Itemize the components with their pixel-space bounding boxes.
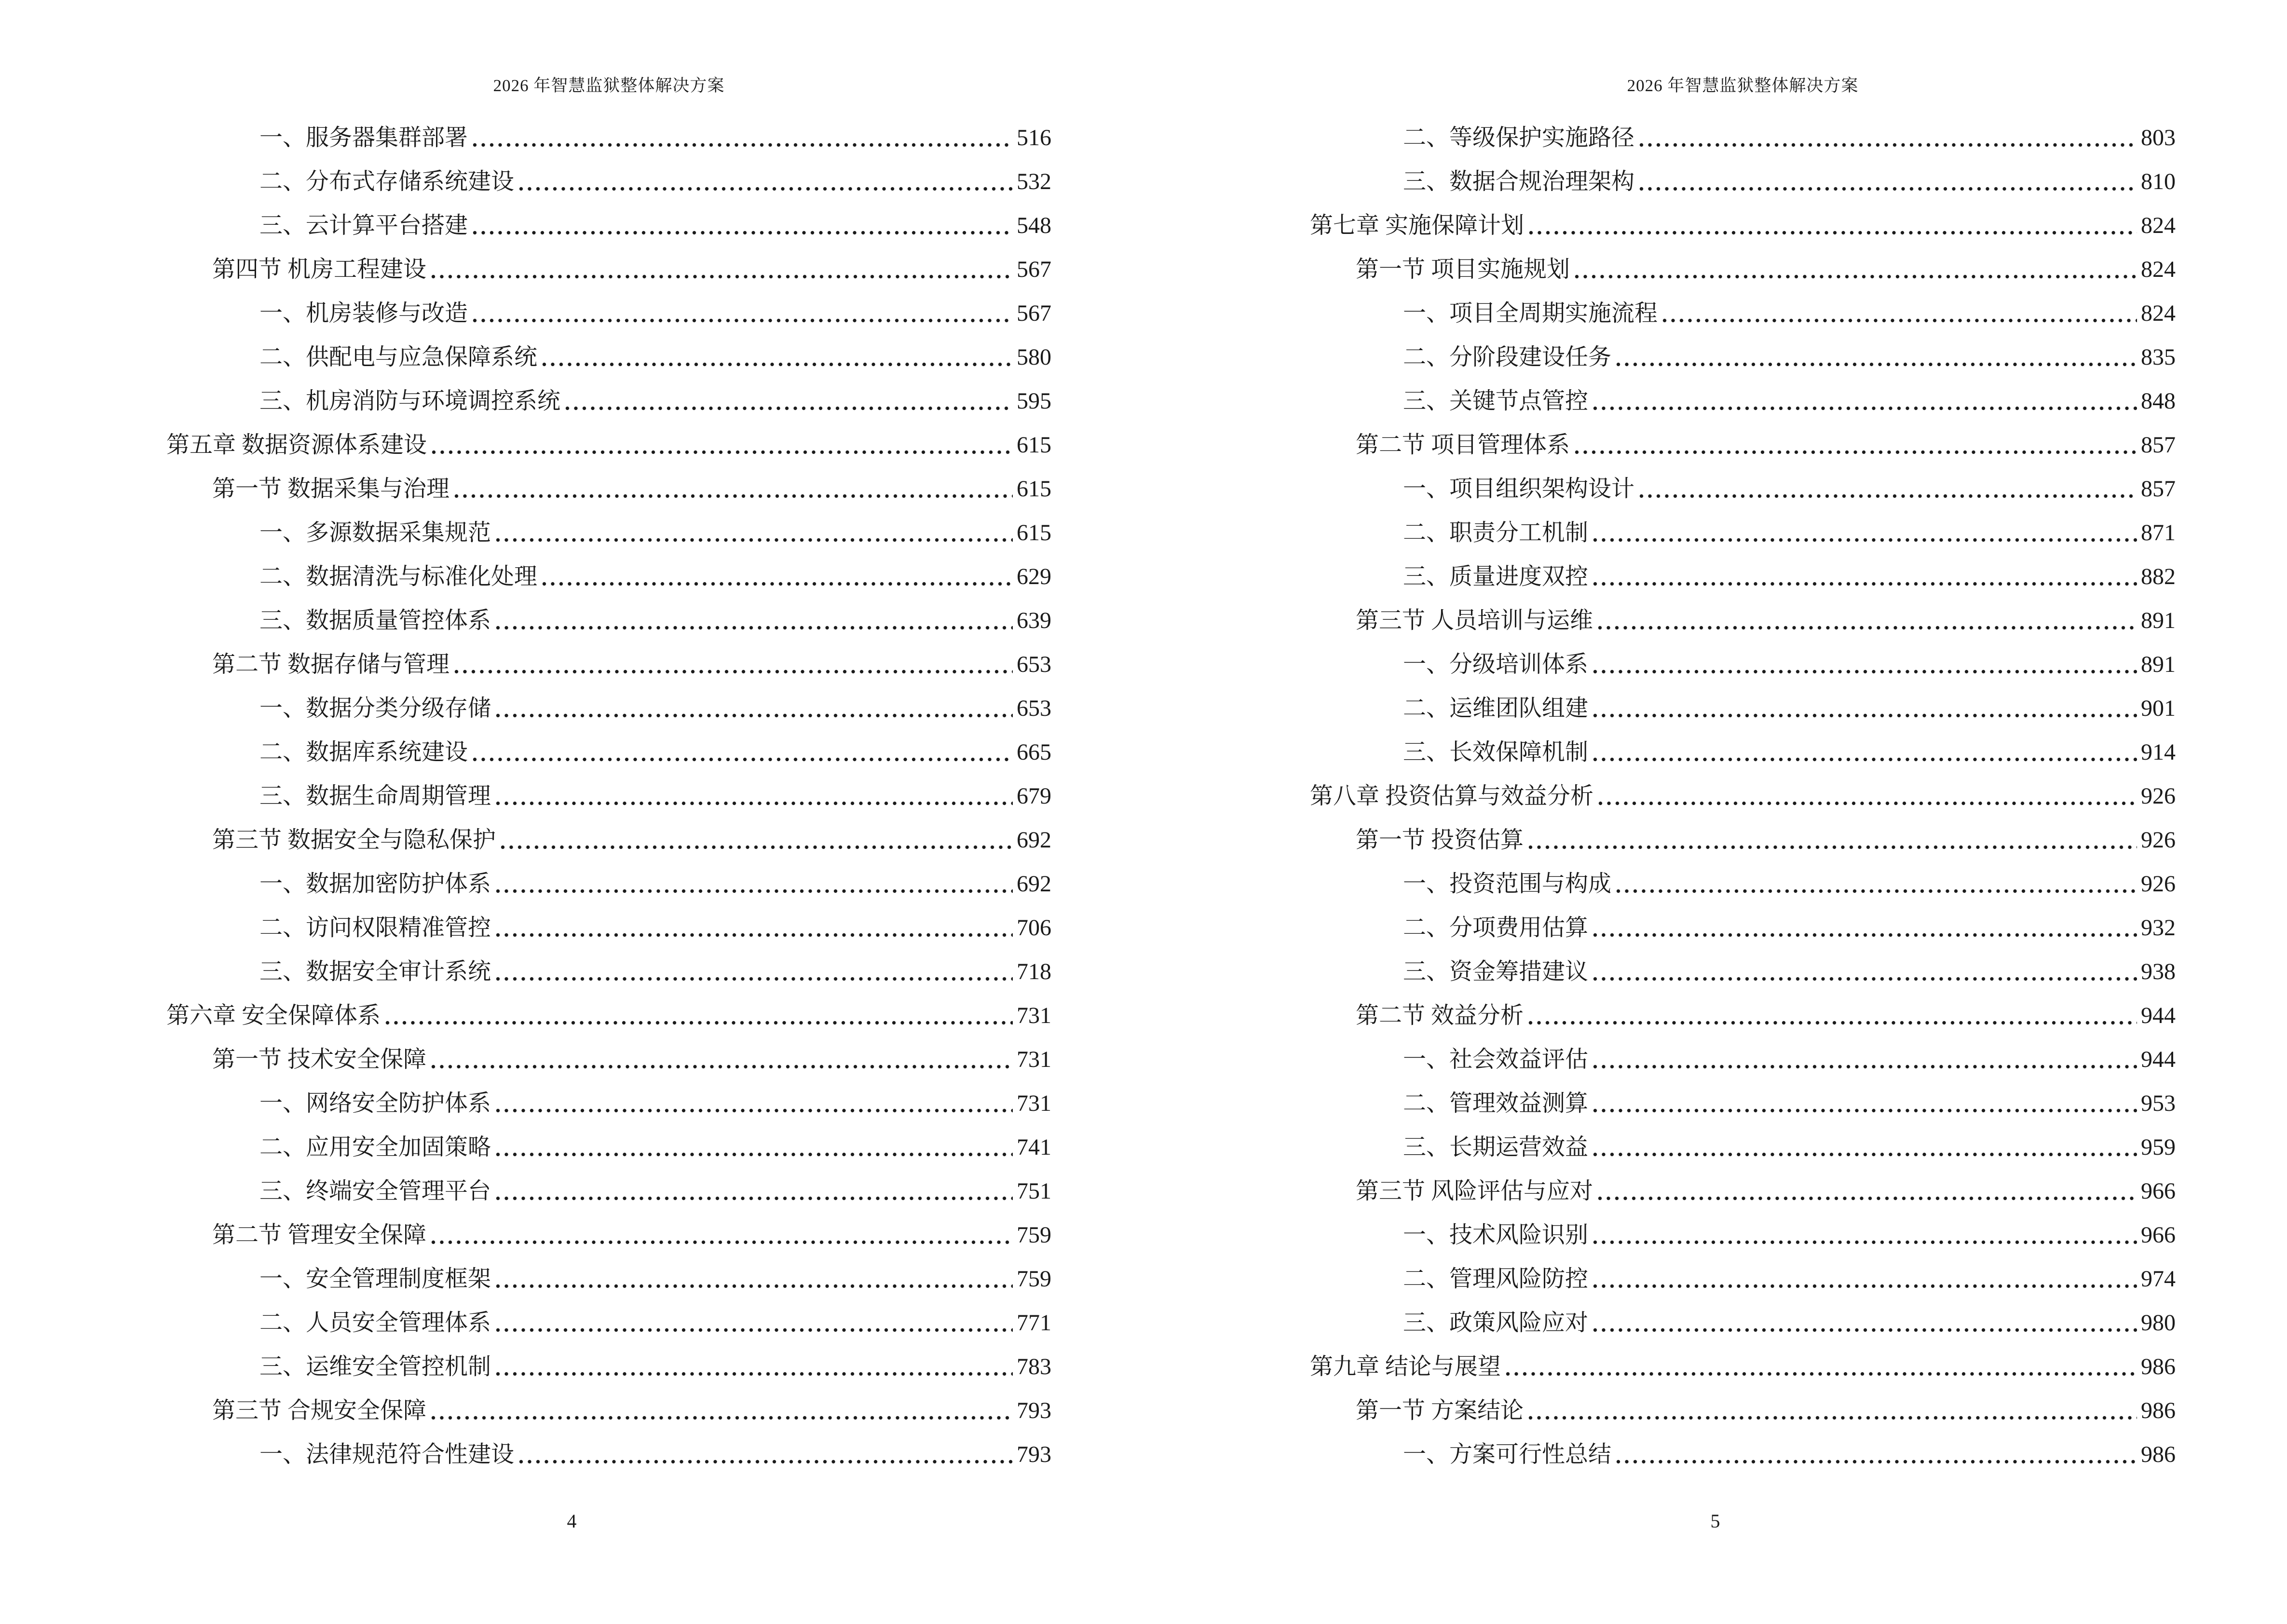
toc-dot-leader <box>1528 1021 2137 1025</box>
toc-entry-page-number: 793 <box>1017 1442 1051 1468</box>
toc-dot-leader <box>1506 1372 2137 1376</box>
toc-entry-title: 二、职责分工机制 <box>1403 520 1589 546</box>
toc-dot-leader <box>431 1240 1013 1244</box>
toc-entry-title: 二、运维团队组建 <box>1403 696 1589 722</box>
toc-dot-leader <box>1593 669 2137 674</box>
toc-entry-title: 一、安全管理制度框架 <box>259 1266 491 1292</box>
toc-dot-leader <box>473 231 1013 235</box>
toc-dot-leader <box>542 362 1013 367</box>
toc-dot-leader <box>1529 231 2137 235</box>
toc-entry-item[interactable] <box>166 379 1051 423</box>
toc-entry-section[interactable] <box>166 818 1051 862</box>
toc-entry-chapter[interactable] <box>1310 774 2176 818</box>
toc-dot-leader <box>1593 1328 2137 1332</box>
toc-entry-item[interactable] <box>166 599 1051 642</box>
toc-dot-leader <box>431 274 1013 279</box>
toc-entry-page-number: 926 <box>2141 827 2176 853</box>
toc-entry-page-number: 718 <box>1017 959 1051 985</box>
toc-entry-page-number: 901 <box>2141 696 2176 722</box>
toc-entry-title: 二、应用安全加固策略 <box>259 1134 491 1160</box>
toc-dot-leader <box>1593 538 2137 542</box>
toc-entry-item[interactable] <box>1310 467 2176 511</box>
toc-entry-item[interactable] <box>166 1081 1051 1125</box>
toc-entry-title: 一、多源数据采集规范 <box>259 520 491 546</box>
toc-dot-leader <box>431 1416 1013 1420</box>
toc-dot-leader <box>1575 450 2137 454</box>
toc-entry-page-number: 580 <box>1017 344 1051 370</box>
toc-entry-page-number: 824 <box>2141 213 2176 239</box>
toc-entry-title: 一、社会效益评估 <box>1403 1047 1589 1073</box>
toc-entry-page-number: 567 <box>1017 300 1051 327</box>
toc-entry-page-number: 793 <box>1017 1398 1051 1424</box>
toc-entry-title: 第七章 实施保障计划 <box>1310 213 1525 239</box>
toc-entry-item[interactable] <box>1310 511 2176 555</box>
toc-entry-item[interactable] <box>1310 1213 2176 1257</box>
toc-dot-leader <box>496 713 1013 718</box>
toc-dot-leader <box>1593 1108 2137 1113</box>
toc-entry-title: 二、访问权限精准管控 <box>259 915 491 941</box>
toc-entry-title: 三、云计算平台搭建 <box>259 213 468 239</box>
toc-entry-title: 一、项目组织架构设计 <box>1403 476 1635 502</box>
toc-entry-item[interactable] <box>1310 160 2176 204</box>
toc-entry-title: 三、长效保障机制 <box>1403 739 1589 765</box>
toc-dot-leader <box>1616 1460 2137 1464</box>
toc-dot-leader <box>496 1196 1013 1201</box>
toc-entry-page-number: 932 <box>2141 915 2176 941</box>
toc-entry-item[interactable] <box>1310 642 2176 686</box>
toc-entry-page-number: 824 <box>2141 300 2176 327</box>
toc-dot-leader <box>1593 1152 2137 1157</box>
toc-entry-title: 一、服务器集群部署 <box>259 125 468 151</box>
toc-entry-title: 第一节 投资估算 <box>1356 827 1524 853</box>
toc-dot-leader <box>1593 1284 2137 1288</box>
toc-entry-item[interactable] <box>1310 1433 2176 1476</box>
toc-dot-leader <box>1593 977 2137 981</box>
toc-entry-page-number: 692 <box>1017 871 1051 897</box>
toc-dot-leader <box>1598 801 2137 805</box>
toc-dot-leader <box>565 406 1013 410</box>
toc-entry-page-number: 914 <box>2141 739 2176 765</box>
toc-entry-page-number: 891 <box>2141 608 2176 634</box>
toc-entry-page-number: 516 <box>1017 125 1051 151</box>
toc-entry-page-number: 966 <box>2141 1222 2176 1248</box>
toc-entry-title: 第三节 风险评估与应对 <box>1356 1178 1593 1204</box>
toc-dot-leader <box>1639 187 2137 191</box>
toc-entry-title: 第五章 数据资源体系建设 <box>166 432 427 458</box>
toc-entry-page-number: 741 <box>1017 1134 1051 1160</box>
toc-dot-leader <box>473 318 1013 323</box>
toc-dot-leader <box>501 845 1013 849</box>
toc-entry-title: 第九章 结论与展望 <box>1310 1354 1501 1380</box>
toc-entry-page-number: 731 <box>1017 1047 1051 1073</box>
toc-entry-title: 三、长期运营效益 <box>1403 1134 1589 1160</box>
toc-entry-title: 第一节 技术安全保障 <box>212 1047 427 1073</box>
toc-entry-section[interactable] <box>166 1213 1051 1257</box>
toc-entry-item[interactable] <box>1310 906 2176 950</box>
toc-entry-section[interactable] <box>1310 599 2176 642</box>
toc-dot-leader <box>1593 713 2137 718</box>
toc-entry-page-number: 759 <box>1017 1266 1051 1292</box>
toc-entry-title: 二、数据清洗与标准化处理 <box>259 564 538 590</box>
toc-entry-page-number: 692 <box>1017 827 1051 853</box>
toc-entry-title: 第四节 机房工程建设 <box>212 257 427 283</box>
toc-entry-page-number: 959 <box>2141 1134 2176 1160</box>
toc-entry-page-number: 771 <box>1017 1310 1051 1336</box>
toc-entry-section[interactable] <box>166 467 1051 511</box>
toc-dot-leader <box>496 933 1013 937</box>
toc-entry-item[interactable] <box>166 511 1051 555</box>
toc-page-right <box>1144 0 2287 1624</box>
toc-entry-title: 一、分级培训体系 <box>1403 652 1589 678</box>
toc-entry-page-number: 653 <box>1017 696 1051 722</box>
toc-entry-chapter[interactable] <box>166 423 1051 467</box>
toc-entry-page-number: 944 <box>2141 1047 2176 1073</box>
toc-dot-leader <box>496 1372 1013 1376</box>
toc-entry-title: 三、机房消防与环境调控系统 <box>259 388 561 414</box>
toc-dot-leader <box>1528 845 2137 849</box>
toc-entry-title: 一、技术风险识别 <box>1403 1222 1589 1248</box>
toc-entry-title: 第一节 项目实施规划 <box>1356 257 1570 283</box>
toc-dot-leader <box>496 889 1013 893</box>
toc-entry-title: 二、管理效益测算 <box>1403 1091 1589 1117</box>
toc-entry-section[interactable] <box>1310 1169 2176 1213</box>
toc-entry-page-number: 966 <box>2141 1178 2176 1204</box>
toc-entry-page-number: 857 <box>2141 432 2176 458</box>
toc-entry-title: 二、供配电与应急保障系统 <box>259 344 538 370</box>
toc-entry-item[interactable] <box>166 1125 1051 1169</box>
toc-entry-title: 第三节 人员培训与运维 <box>1356 608 1593 634</box>
toc-entry-item[interactable] <box>166 1169 1051 1213</box>
toc-entry-item[interactable] <box>166 862 1051 906</box>
toc-entry-item[interactable] <box>166 204 1051 247</box>
toc-entry-page-number: 835 <box>2141 344 2176 370</box>
toc-entry-page-number: 938 <box>2141 959 2176 985</box>
toc-entry-chapter[interactable] <box>1310 1345 2176 1389</box>
page-content <box>1310 76 2176 1476</box>
toc-entry-title: 第一节 数据采集与治理 <box>212 476 450 502</box>
toc-entry-section[interactable] <box>1310 994 2176 1037</box>
toc-dot-leader <box>473 143 1013 147</box>
toc-entry-title: 二、人员安全管理体系 <box>259 1310 491 1336</box>
toc-entry-title: 三、数据质量管控体系 <box>259 608 491 634</box>
toc-entry-title: 第二节 数据存储与管理 <box>212 652 450 678</box>
toc-entry-page-number: 986 <box>2141 1442 2176 1468</box>
toc-entry-title: 三、数据安全审计系统 <box>259 959 491 985</box>
toc-entry-section[interactable] <box>166 247 1051 291</box>
toc-dot-leader <box>519 1460 1013 1464</box>
toc-entry-item[interactable] <box>1310 1301 2176 1345</box>
toc-entry-title: 一、投资范围与构成 <box>1403 871 1612 897</box>
toc-entry-title: 第三节 数据安全与隐私保护 <box>212 827 496 853</box>
toc-entry-page-number: 810 <box>2141 169 2176 195</box>
toc-entry-item[interactable] <box>1310 862 2176 906</box>
toc-entry-chapter[interactable] <box>1310 204 2176 247</box>
toc-dot-leader <box>1616 889 2137 893</box>
toc-entry-title: 二、分布式存储系统建设 <box>259 169 515 195</box>
toc-entry-page-number: 926 <box>2141 783 2176 809</box>
page-content <box>166 76 1051 1476</box>
toc-entry-title: 二、等级保护实施路径 <box>1403 125 1635 151</box>
page-number-footer: 4 <box>567 1510 577 1532</box>
toc-entry-title: 二、分项费用估算 <box>1403 915 1589 941</box>
toc-dot-leader <box>496 626 1013 630</box>
toc-entry-page-number: 882 <box>2141 564 2176 590</box>
toc-entry-section[interactable] <box>166 642 1051 686</box>
toc-entry-title: 三、关键节点管控 <box>1403 388 1589 414</box>
toc-entry-page-number: 857 <box>2141 476 2176 502</box>
toc-entry-item[interactable] <box>166 774 1051 818</box>
toc-entry-page-number: 986 <box>2141 1354 2176 1380</box>
toc-entry-item[interactable] <box>166 160 1051 204</box>
toc-entry-title: 第三节 合规安全保障 <box>212 1398 427 1424</box>
toc-entry-title: 第六章 安全保障体系 <box>166 1003 381 1029</box>
toc-entry-item[interactable] <box>166 335 1051 379</box>
toc-entry-item[interactable] <box>166 906 1051 950</box>
toc-entry-section[interactable] <box>1310 247 2176 291</box>
toc-entry-title: 第二节 效益分析 <box>1356 1003 1524 1029</box>
toc-entry-title: 第二节 管理安全保障 <box>212 1222 427 1248</box>
toc-entry-page-number: 926 <box>2141 871 2176 897</box>
toc-dot-leader <box>1598 1196 2137 1201</box>
toc-entry-title: 一、数据分类分级存储 <box>259 696 491 722</box>
toc-entry-title: 三、终端安全管理平台 <box>259 1178 491 1204</box>
toc-entry-item[interactable] <box>1310 950 2176 994</box>
toc-entry-page-number: 639 <box>1017 608 1051 634</box>
toc-entry-page-number: 615 <box>1017 476 1051 502</box>
toc-entry-page-number: 759 <box>1017 1222 1051 1248</box>
toc-entry-item[interactable] <box>166 291 1051 335</box>
toc-dot-leader <box>1593 406 2137 410</box>
toc-dot-leader <box>496 1108 1013 1113</box>
toc-entry-page-number: 848 <box>2141 388 2176 414</box>
toc-entry-item[interactable] <box>166 555 1051 599</box>
toc-dot-leader <box>1593 757 2137 762</box>
toc-entry-title: 三、数据生命周期管理 <box>259 783 491 809</box>
toc-entry-item[interactable] <box>1310 335 2176 379</box>
toc-dot-leader <box>1616 362 2137 367</box>
toc-dot-leader <box>454 669 1013 674</box>
toc-entry-title: 三、政策风险应对 <box>1403 1310 1589 1336</box>
toc-entry-page-number: 615 <box>1017 520 1051 546</box>
toc-entry-page-number: 548 <box>1017 213 1051 239</box>
toc-entry-page-number: 706 <box>1017 915 1051 941</box>
toc-dot-leader <box>496 538 1013 542</box>
toc-dot-leader <box>1593 582 2137 586</box>
toc-entry-title: 一、网络安全防护体系 <box>259 1091 491 1117</box>
toc-entry-page-number: 679 <box>1017 783 1051 809</box>
toc-entry-title: 一、项目全周期实施流程 <box>1403 300 1658 327</box>
toc-entry-title: 第一节 方案结论 <box>1356 1398 1524 1424</box>
toc-dot-leader <box>496 1152 1013 1157</box>
toc-entry-item[interactable] <box>1310 1257 2176 1301</box>
toc-dot-leader <box>1528 1416 2137 1420</box>
toc-entry-title: 第二节 项目管理体系 <box>1356 432 1570 458</box>
toc-entry-page-number: 974 <box>2141 1266 2176 1292</box>
toc-entry-item[interactable] <box>1310 1037 2176 1081</box>
toc-entry-title: 三、数据合规治理架构 <box>1403 169 1635 195</box>
toc-entry-item[interactable] <box>1310 555 2176 599</box>
toc-entry-page-number: 871 <box>2141 520 2176 546</box>
toc-dot-leader <box>473 757 1013 762</box>
toc-entry-title: 三、质量进度双控 <box>1403 564 1589 590</box>
toc-entry-item[interactable] <box>1310 1125 2176 1169</box>
page-header: 2026 年智慧监狱整体解决方案 <box>1627 76 1859 95</box>
toc-entry-page-number: 803 <box>2141 125 2176 151</box>
toc-entry-item[interactable] <box>1310 291 2176 335</box>
toc-dot-leader <box>496 801 1013 805</box>
toc-entry-page-number: 986 <box>2141 1398 2176 1424</box>
toc-dot-leader <box>496 1328 1013 1332</box>
toc-dot-leader <box>1575 274 2137 279</box>
toc-entry-page-number: 615 <box>1017 432 1051 458</box>
toc-entry-page-number: 731 <box>1017 1003 1051 1029</box>
toc-entry-title: 三、资金筹措建议 <box>1403 959 1589 985</box>
toc-entry-title: 三、运维安全管控机制 <box>259 1354 491 1380</box>
toc-entry-item[interactable] <box>166 730 1051 774</box>
toc-dot-leader <box>542 582 1013 586</box>
toc-entry-page-number: 751 <box>1017 1178 1051 1204</box>
page-header: 2026 年智慧监狱整体解决方案 <box>493 76 725 95</box>
toc-dot-leader <box>454 494 1013 498</box>
toc-dot-leader <box>1639 494 2137 498</box>
toc-entry-page-number: 532 <box>1017 169 1051 195</box>
toc-entry-item[interactable] <box>1310 686 2176 730</box>
toc-entry-title: 一、机房装修与改造 <box>259 300 468 327</box>
toc-dot-leader <box>431 1064 1013 1069</box>
toc-dot-leader <box>1598 626 2137 630</box>
toc-entry-page-number: 891 <box>2141 652 2176 678</box>
toc-entry-section[interactable] <box>166 1389 1051 1433</box>
toc-entry-item[interactable] <box>1310 379 2176 423</box>
toc-dot-leader <box>1639 143 2137 147</box>
toc-entry-item[interactable] <box>1310 730 2176 774</box>
toc-entry-item[interactable] <box>166 686 1051 730</box>
toc-entry-page-number: 824 <box>2141 257 2176 283</box>
toc-dot-leader <box>1593 1240 2137 1244</box>
toc-entry-chapter[interactable] <box>166 994 1051 1037</box>
toc-entry-title: 一、数据加密防护体系 <box>259 871 491 897</box>
toc-entry-item[interactable] <box>166 1257 1051 1301</box>
toc-entry-title: 二、分阶段建设任务 <box>1403 344 1612 370</box>
toc-entry-title: 第八章 投资估算与效益分析 <box>1310 783 1594 809</box>
toc-entry-item[interactable] <box>166 1345 1051 1389</box>
toc-entry-page-number: 731 <box>1017 1091 1051 1117</box>
toc-dot-leader <box>496 977 1013 981</box>
toc-dot-leader <box>385 1021 1013 1025</box>
toc-entry-page-number: 653 <box>1017 652 1051 678</box>
toc-entry-title: 一、法律规范符合性建设 <box>259 1442 515 1468</box>
toc-entry-page-number: 980 <box>2141 1310 2176 1336</box>
toc-dot-leader <box>1593 933 2137 937</box>
toc-entry-section[interactable] <box>1310 818 2176 862</box>
toc-dot-leader <box>1662 318 2137 323</box>
toc-entry-page-number: 665 <box>1017 739 1051 765</box>
toc-entry-page-number: 567 <box>1017 257 1051 283</box>
toc-dot-leader <box>432 450 1013 454</box>
toc-entry-item[interactable] <box>166 1433 1051 1476</box>
toc-entry-page-number: 783 <box>1017 1354 1051 1380</box>
toc-dot-leader <box>519 187 1013 191</box>
toc-entry-page-number: 944 <box>2141 1003 2176 1029</box>
toc-entry-section[interactable] <box>1310 1389 2176 1433</box>
toc-entry-item[interactable] <box>1310 1081 2176 1125</box>
toc-list <box>1310 116 2176 1476</box>
toc-entry-title: 二、管理风险防控 <box>1403 1266 1589 1292</box>
toc-entry-item[interactable] <box>166 950 1051 994</box>
toc-dot-leader <box>496 1284 1013 1288</box>
page-number-footer: 5 <box>1710 1510 1720 1532</box>
toc-entry-page-number: 953 <box>2141 1091 2176 1117</box>
toc-entry-page-number: 629 <box>1017 564 1051 590</box>
toc-entry-title: 二、数据库系统建设 <box>259 739 468 765</box>
toc-entry-item[interactable] <box>1310 116 2176 160</box>
toc-entry-section[interactable] <box>166 1037 1051 1081</box>
toc-entry-item[interactable] <box>166 1301 1051 1345</box>
toc-entry-item[interactable] <box>166 116 1051 160</box>
toc-list <box>166 116 1051 1476</box>
toc-entry-title: 一、方案可行性总结 <box>1403 1442 1612 1468</box>
toc-dot-leader <box>1593 1064 2137 1069</box>
toc-entry-section[interactable] <box>1310 423 2176 467</box>
toc-entry-page-number: 595 <box>1017 388 1051 414</box>
